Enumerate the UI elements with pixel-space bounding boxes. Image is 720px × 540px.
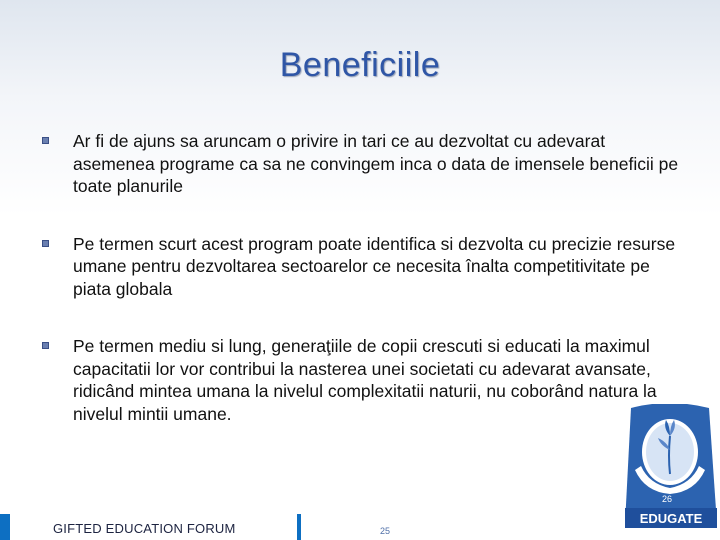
- bullet-text: Pe termen mediu si lung, generaţiile de copii crescuti si educati la maximul capacitatii lor vor contribui la nasterea unei societati cu adevarat avansate, ridicând mintea umana la nivelul complexitatii naturii, nu coborând natura la nivelul mintii umane.: [73, 336, 657, 424]
- bullet-marker-icon: [42, 240, 49, 247]
- bullet-item: [42, 335, 682, 425]
- bullet-item: [42, 130, 682, 198]
- bullet-text: Pe termen scurt acest program poate identifica si dezvolta cu precizie resurse umane pentru dezvoltarea sectoarelor ce necesita înalta competitivitate pe piata globala: [73, 233, 676, 299]
- page-number: 25: [380, 526, 391, 536]
- footer-forum-label: GIFTED EDUCATION FORUM: [53, 521, 236, 536]
- edugate-logo: [619, 404, 720, 540]
- bullet-marker-icon: [42, 342, 49, 349]
- bullet-marker-icon: [42, 137, 49, 144]
- slide-title: Beneficiile: [279, 46, 441, 84]
- svg-text:EDUGATE: EDUGATE: [639, 511, 703, 526]
- bullet-list: [42, 130, 682, 425]
- bullet-item: [42, 233, 682, 301]
- logo-page-number: 26: [662, 494, 673, 504]
- bullet-text: Ar fi de ajuns sa aruncam o privire in tari ce au dezvoltat cu adevarat asemenea programe ca sa ne convingem inca o data de imensele beneficii pe toate planurile: [73, 131, 679, 196]
